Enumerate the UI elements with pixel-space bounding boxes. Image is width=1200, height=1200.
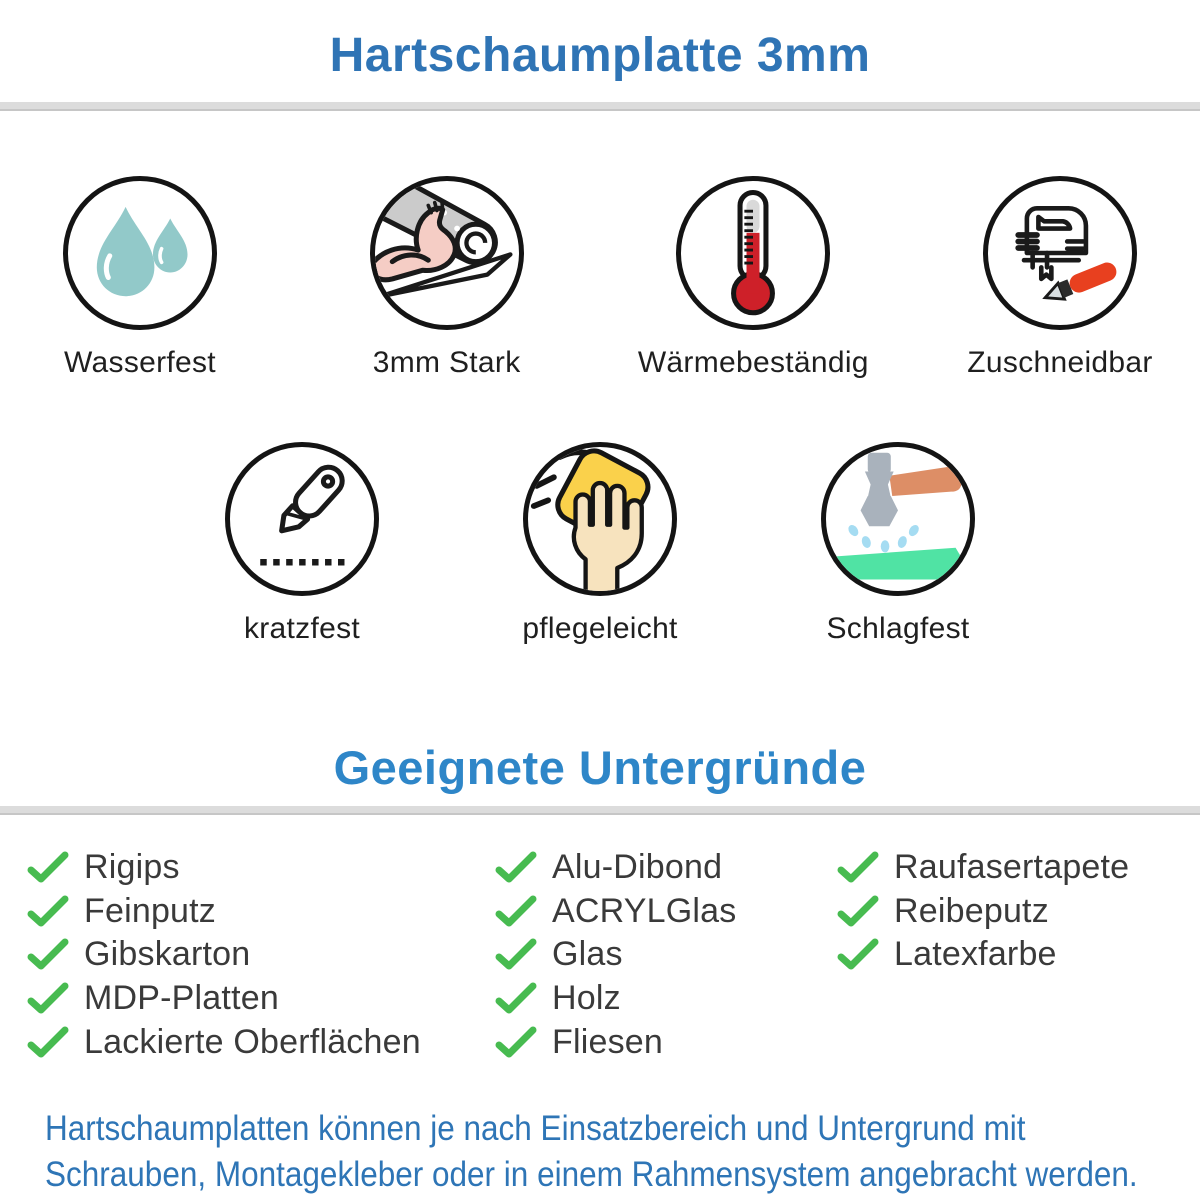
check-icon	[26, 895, 70, 928]
list-item	[494, 977, 830, 1021]
check-icon	[494, 895, 538, 928]
substrate-label: ACRYLGlas	[552, 891, 737, 930]
substrates-column-2	[494, 846, 830, 1064]
feature-waermebestaendig	[628, 176, 878, 380]
list-item	[494, 933, 830, 977]
feature-label: Wärmebeständig	[637, 346, 869, 379]
feature-label: 3mm Stark	[372, 346, 521, 379]
features-row-2	[0, 442, 1200, 646]
list-item	[26, 846, 492, 890]
feature-wasserfest	[15, 176, 265, 380]
feature-circle	[225, 442, 379, 596]
water-drops-icon	[68, 181, 212, 325]
feature-zuschneidbar	[935, 176, 1185, 380]
list-item	[494, 1020, 830, 1064]
substrates-column-3	[836, 846, 1196, 977]
substrate-label: Fliesen	[552, 1022, 664, 1061]
substrate-label: Latexfarbe	[894, 935, 1057, 974]
strong-arm-icon	[375, 181, 519, 325]
wiping-hand-icon	[528, 447, 672, 591]
divider-bar-top	[0, 102, 1200, 111]
list-item	[26, 1020, 492, 1064]
feature-3mm-stark	[322, 176, 572, 380]
substrate-label: Holz	[552, 979, 621, 1018]
feature-circle	[676, 176, 830, 330]
feature-circle	[983, 176, 1137, 330]
utility-knife-icon	[230, 447, 374, 591]
feature-label: kratzfest	[243, 612, 361, 645]
thermometer-icon	[681, 181, 825, 325]
list-item	[494, 846, 830, 890]
feature-schlagfest	[773, 442, 1023, 646]
substrate-label: Lackierte Oberflächen	[84, 1022, 421, 1061]
list-item	[26, 890, 492, 934]
feature-pflegeleicht	[475, 442, 725, 646]
feature-circle	[523, 442, 677, 596]
feature-label: Zuschneidbar	[967, 346, 1153, 379]
substrate-label: Alu-Dibond	[552, 848, 723, 887]
list-item	[836, 846, 1196, 890]
check-icon	[494, 851, 538, 884]
feature-circle	[370, 176, 524, 330]
substrate-label: Rigips	[84, 848, 180, 887]
list-item	[26, 977, 492, 1021]
check-icon	[836, 938, 880, 971]
footer-line: Schrauben, Montagekleber oder in einem Rahmensystem angebracht werden.	[45, 1155, 1138, 1194]
check-icon	[494, 938, 538, 971]
jigsaw-icon	[988, 181, 1132, 325]
feature-kratzfest	[177, 442, 427, 646]
list-item	[836, 890, 1196, 934]
substrates-section	[0, 846, 1200, 1096]
substrates-heading: Geeignete Untergründe	[333, 741, 867, 794]
check-icon	[836, 895, 880, 928]
list-item	[26, 933, 492, 977]
feature-label: Wasserfest	[64, 346, 216, 379]
feature-label: Schlagfest	[826, 612, 970, 645]
feature-circle	[821, 442, 975, 596]
features-row-1	[0, 176, 1200, 380]
substrate-label: Feinputz	[84, 891, 217, 930]
feature-circle	[63, 176, 217, 330]
footer-note	[45, 1106, 1138, 1198]
hammer-icon	[826, 447, 970, 591]
page-title: Hartschaumplatte 3mm	[329, 29, 871, 82]
check-icon	[26, 982, 70, 1015]
substrate-label: MDP-Platten	[84, 979, 279, 1018]
substrate-label: Raufasertapete	[894, 848, 1130, 887]
check-icon	[26, 1026, 70, 1059]
substrate-label: Glas	[552, 935, 623, 974]
substrates-column-1	[26, 846, 492, 1064]
footer-line: Hartschaumplatten können je nach Einsatzbereich und Untergrund mit	[45, 1109, 1026, 1148]
list-item	[494, 890, 830, 934]
substrate-label: Gibskarton	[84, 935, 251, 974]
divider-bar-middle	[0, 806, 1200, 815]
substrate-label: Reibeputz	[894, 891, 1049, 930]
check-icon	[26, 938, 70, 971]
check-icon	[26, 851, 70, 884]
list-item	[836, 933, 1196, 977]
check-icon	[494, 1026, 538, 1059]
check-icon	[494, 982, 538, 1015]
feature-label: pflegeleicht	[522, 612, 678, 645]
check-icon	[836, 851, 880, 884]
